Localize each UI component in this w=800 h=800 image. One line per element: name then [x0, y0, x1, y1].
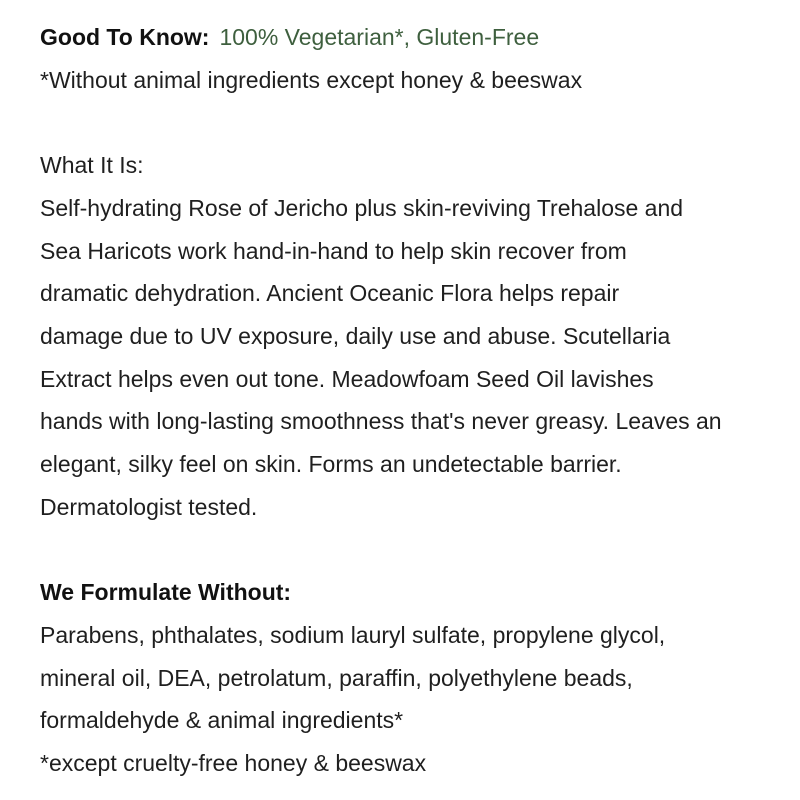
description-line: elegant, silky feel on skin. Forms an undetectable barrier.: [40, 451, 622, 478]
good-to-know-heading: Good To Know:: [40, 24, 210, 50]
spacer: [40, 528, 780, 571]
good-to-know-note: *Without animal ingredients except honey & beeswax: [40, 66, 583, 93]
formulate-without-heading: We Formulate Without:: [40, 579, 292, 606]
formulate-without-note: *except cruelty-free honey & beeswax: [40, 749, 427, 776]
description-line: dramatic dehydration. Ancient Oceanic Flora helps repair: [40, 280, 620, 307]
description-line: Sea Haricots work hand-in-hand to help skin recover from: [40, 237, 627, 264]
formulate-without-line: mineral oil, DEA, petrolatum, paraffin, polyethylene beads,: [40, 664, 633, 691]
good-to-know-value: 100% Vegetarian*, Gluten-Free: [219, 24, 540, 50]
formulate-without-line: Parabens, phthalates, sodium lauryl sulfate, propylene glycol,: [40, 621, 666, 648]
good-to-know-line: [40, 16, 780, 59]
product-details: [40, 16, 780, 785]
description-line: hands with long-lasting smoothness that's never greasy. Leaves an: [40, 408, 722, 435]
description-line: damage due to UV exposure, daily use and abuse. Scutellaria: [40, 322, 671, 349]
description-line: Extract helps even out tone. Meadowfoam Seed Oil lavishes: [40, 365, 654, 392]
description-line: Dermatologist tested.: [40, 493, 258, 520]
formulate-without-line: formaldehyde & animal ingredients*: [40, 707, 404, 734]
what-it-is-heading: What It Is:: [40, 152, 144, 179]
spacer: [40, 101, 780, 144]
description-line: Self-hydrating Rose of Jericho plus skin-reviving Trehalose and: [40, 194, 684, 221]
